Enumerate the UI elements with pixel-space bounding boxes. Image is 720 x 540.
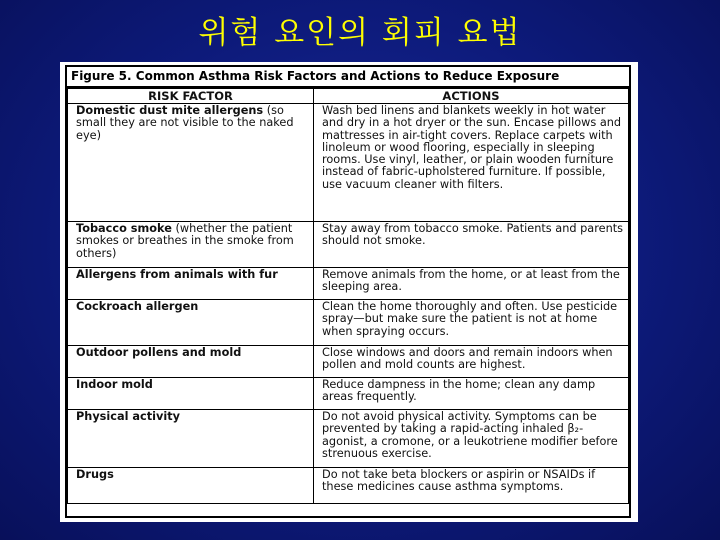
table-row <box>68 468 629 504</box>
risk-factor-name: Indoor mold <box>76 378 153 391</box>
action-cell: Do not avoid physical activity. Symptoms can be prevented by taking a rapid-acting inhaled β₂-agonist, a cromone, or a leukotriene modifier before strenuous exercise. <box>314 410 629 468</box>
table-header-row <box>68 89 629 104</box>
risk-factor-note: (whether the patient smokes or breathes in the smoke from others) <box>76 222 294 260</box>
risk-factor-name: Tobacco smoke <box>76 222 172 235</box>
risk-factor-name: Physical activity <box>76 410 180 423</box>
action-cell: Clean the home thoroughly and often. Use pesticide spray—but make sure the patient is not at home when spraying occurs. <box>314 300 629 346</box>
table-row <box>68 222 629 268</box>
figure-frame <box>65 65 631 518</box>
risk-factor-name: Drugs <box>76 468 114 481</box>
header-actions: ACTIONS <box>314 89 629 104</box>
risk-factor-name: Outdoor pollens and mold <box>76 346 242 359</box>
risk-factor-cell <box>68 300 314 346</box>
action-cell: Close windows and doors and remain indoors when pollen and mold counts are highest. <box>314 346 629 378</box>
risk-factor-cell <box>68 468 314 504</box>
risk-factor-name: Cockroach allergen <box>76 300 199 313</box>
table-row <box>68 300 629 346</box>
table-row <box>68 346 629 378</box>
action-cell: Reduce dampness in the home; clean any damp areas frequently. <box>314 378 629 410</box>
risk-factor-cell <box>68 378 314 410</box>
action-cell: Remove animals from the home, or at least from the sleeping area. <box>314 268 629 300</box>
risk-factor-cell <box>68 346 314 378</box>
risk-factor-note: (so small they are not visible to the naked eye) <box>76 104 294 142</box>
risk-factor-table <box>67 88 629 504</box>
figure-image <box>60 62 638 522</box>
header-risk-factor: RISK FACTOR <box>68 89 314 104</box>
action-cell: Stay away from tobacco smoke. Patients and parents should not smoke. <box>314 222 629 268</box>
risk-factor-name: Allergens from animals with fur <box>76 268 278 281</box>
slide-title: 위험 요인의 회피 요법 <box>198 15 522 51</box>
action-cell: Do not take beta blockers or aspirin or NSAIDs if these medicines cause asthma symptoms. <box>314 468 629 504</box>
action-cell: Wash bed linens and blankets weekly in hot water and dry in a hot dryer or the sun. Encase pillows and mattresses in air-tight covers. Replace carpets with linoleum or wood flooring, especially in sleeping rooms. Use vinyl, leather, or plain wooden furniture instead of fabric-upholstered furniture. If possible, use vacuum cleaner with filters. <box>314 104 629 222</box>
risk-factor-name: Domestic dust mite allergens <box>76 104 264 117</box>
risk-factor-cell <box>68 104 314 222</box>
risk-factor-cell <box>68 410 314 468</box>
table-row <box>68 378 629 410</box>
table-row <box>68 410 629 468</box>
table-row <box>68 268 629 300</box>
risk-factor-cell <box>68 222 314 268</box>
risk-factor-cell <box>68 268 314 300</box>
figure-caption: Figure 5. Common Asthma Risk Factors and Actions to Reduce Exposure <box>67 67 629 88</box>
table-row <box>68 104 629 222</box>
